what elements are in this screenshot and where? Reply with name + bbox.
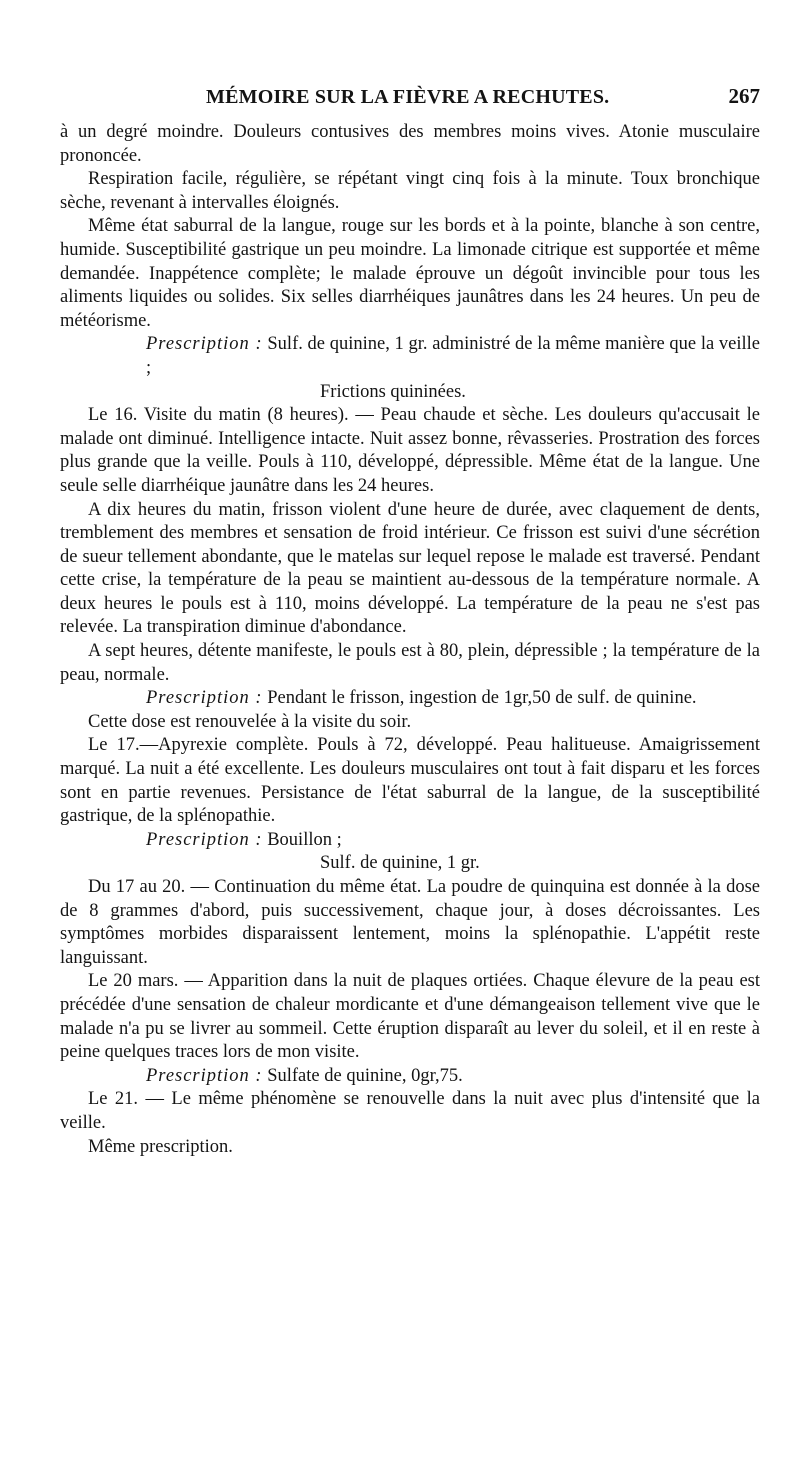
prescription-text: Sulf. de quinine, 1 gr. administré de la même manière que la veille ; [146, 334, 760, 378]
paragraph: Le 16. Visite du matin (8 heures). — Peau chaude et sèche. Les douleurs qu'accusait le malade ont diminué. Intelligence intacte. Nuit assez bonne, rêvasseries. Prostration des forces plus grande que la veille. Pouls à 110, développé, dépressible. Même état de la langue. Une seule selle diarrhéique jaunâtre dans les 24 heures. [60, 405, 760, 496]
paragraph: Même état saburral de la langue, rouge sur les bords et à la pointe, blanche à son centre, humide. Susceptibilité gastrique un peu moindre. La limonade citrique est supportée et même demandée. Inappétence complète; le malade éprouve un dégoût invincible pour tous les aliments liquides ou solides. Six selles diarrhéiques jaunâtres dans les 24 heures. Un peu de météorisme. [60, 216, 760, 331]
paragraph: Du 17 au 20. — Continuation du même état. La poudre de quinquina est donnée à la dose de 8 grammes d'abord, puis successivement, chaque jour, à doses décroissantes. Les symptômes morbides disparaissent lentement, moins la splénopathie. L'appétit reste languissant. [60, 877, 760, 968]
paragraph: A dix heures du matin, frisson violent d'une heure de durée, avec claquement de dents, tremblement des membres et sensation de froid intérieur. Ce frisson est suivi d'une sécrétion de sueur tellement abondante, que le matelas sur lequel repose le malade est traversé. Pendant cette crise, la température de la peau se maintient au-dessous de la température normale. A deux heures le pouls est à 110, moins développé. La température de la peau ne s'est pas relevée. La transpiration diminue d'abondance. [60, 499, 760, 638]
prescription-line: Sulf. de quinine, 1 gr. [320, 853, 480, 874]
prescription-text: Sulfate de quinine, 0gr,75. [267, 1065, 463, 1086]
paragraph: A sept heures, détente manifeste, le pouls est à 80, plein, dépressible ; la température de la peau, normale. [60, 641, 760, 685]
prescription-label: Prescription : [146, 688, 263, 709]
prescription-label: Prescription : [146, 829, 263, 850]
page-header [60, 82, 760, 112]
paragraph: Cette dose est renouvelée à la visite du soir. [88, 711, 412, 732]
prescription [60, 829, 760, 853]
paragraph: Le 21. — Le même phénomène se renouvelle dans la nuit avec plus d'intensité que la veille. [60, 1089, 760, 1133]
prescription [60, 1065, 760, 1089]
page-number: 267 [728, 84, 760, 108]
paragraph: à un degré moindre. Douleurs contusives des membres moins vives. Atonie musculaire prononcée. [60, 122, 760, 166]
running-title: MÉMOIRE SUR LA FIÈVRE A RECHUTES. [206, 86, 610, 108]
paragraph: Le 20 mars. — Apparition dans la nuit de plaques ortiées. Chaque élevure de la peau est précédée d'une sensation de chaleur mordicante et d'une démangeaison tellement vive que le malade n'a pu se livrer au sommeil. Cette éruption disparaît au lever du soleil, et il en reste à peine quelques traces lors de mon visite. [60, 971, 760, 1063]
prescription-label: Prescription : [146, 1065, 263, 1086]
prescription [60, 687, 760, 711]
paragraph: Respiration facile, régulière, se répétant vingt cinq fois à la minute. Toux bronchique sèche, revenant à intervalles éloignés. [60, 169, 760, 213]
paragraph: Même prescription. [88, 1136, 233, 1157]
prescription [60, 333, 760, 380]
prescription-text: Bouillon ; [267, 829, 342, 850]
prescription-line: Frictions quininées. [320, 381, 466, 402]
paragraph: Le 17.—Apyrexie complète. Pouls à 72, développé. Peau halitueuse. Amaigrissement marqué. La nuit a été excellente. Les douleurs musculaires ont tout à fait disparu et les forces sont en partie revenues. Persistance de l'état saburral de la langue, de la susceptibilité gastrique, de la splénopathie. [60, 735, 760, 827]
prescription-label: Prescription : [146, 334, 263, 355]
page-body [60, 121, 760, 1159]
prescription-text: Pendant le frisson, ingestion de 1gr,50 de sulf. de quinine. [267, 688, 697, 709]
